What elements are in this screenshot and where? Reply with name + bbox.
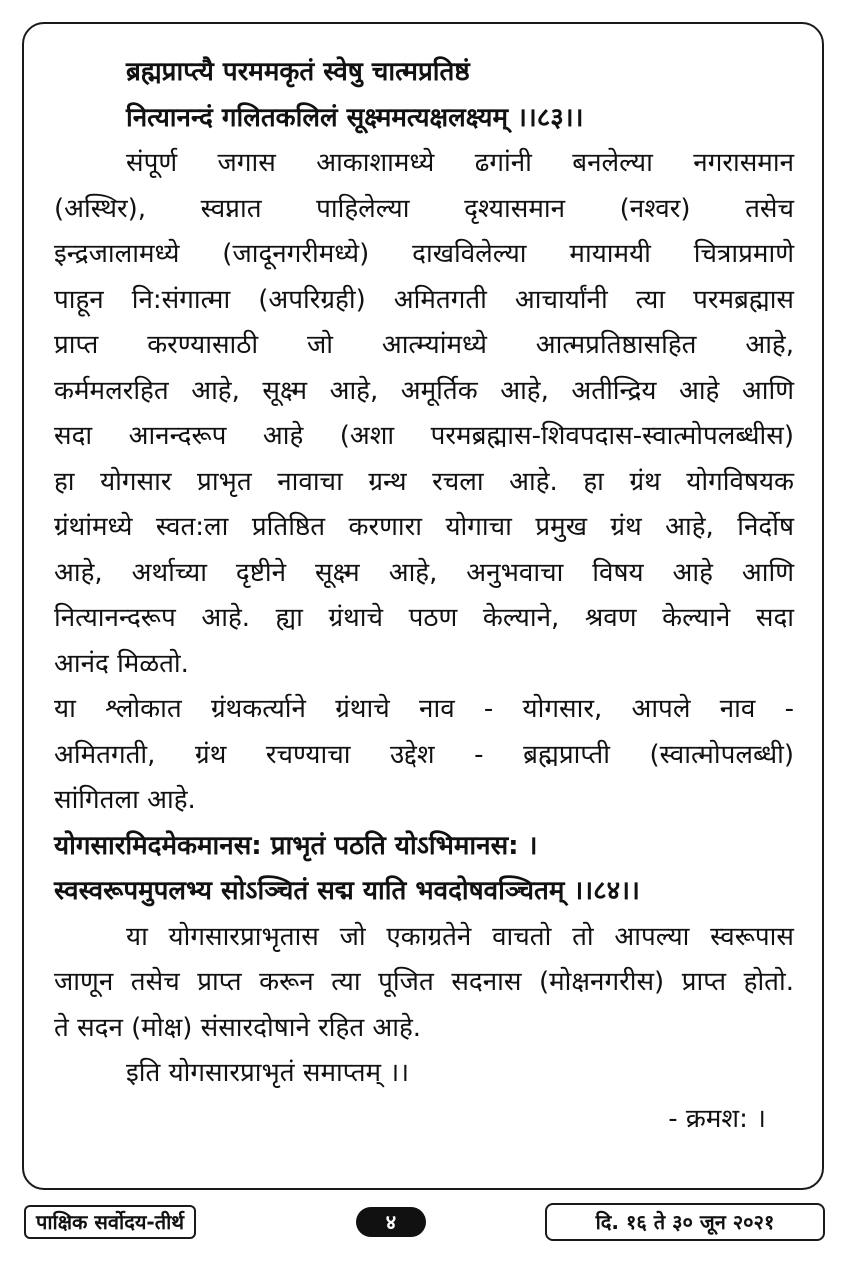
publication-name: पाक्षिक सर्वोदय-तीर्थ [24,1205,196,1239]
verse-83-line-2: नित्यानन्दं गलितकलिलं सूक्ष्ममत्यक्षलक्ष्यम् ।।८३।। [126,102,584,133]
paragraph-1-line: नित्यानन्दरूप आहे. ह्या ग्रंथाचे पठण केल्याने, श्रवण केल्याने सदा [54,603,794,633]
paragraph-3-line: जाणून तसेच प्राप्त करून त्या पूजित सदनास (मोक्षनगरीस) प्राप्त होतो. [54,967,794,997]
verse-83-line-1: ब्रह्मप्राप्त्यै परममकृतं स्वेषु चात्मप्रतिष्ठं [126,57,470,87]
issue-date: दि. १६ ते ३० जून २०२१ [545,1203,825,1241]
paragraph-1-line: (अस्थिर), स्वप्नात पाहिलेल्या दृश्यासमान (नश्वर) तसेच [54,193,794,224]
paragraph-2-line: या श्लोकात ग्रंथकर्त्याने ग्रंथाचे नाव - योगसार, आपले नाव - [54,694,794,724]
paragraph-1-line: सदा आनन्दरूप आहे (अशा परमब्रह्मास-शिवपदास-स्वात्मोपलब्धीस) [54,421,794,451]
paragraph-1-line: ग्रंथांमध्ये स्वत:ला प्रतिष्ठित करणारा योगाचा प्रमुख ग्रंथ आहे, निर्दोष [54,512,794,542]
article-body [54,50,794,1142]
paragraph-1-line: संपूर्ण जगास आकाशामध्ये ढगांनी बनलेल्या नगरासमान [126,148,794,178]
paragraph-1-line: आहे, अर्थाच्या दृष्टीने सूक्ष्म आहे, अनुभवाचा विषय आहे आणि [54,557,794,588]
closing-line: इति योगसारप्राभृतं समाप्तम् ।। [126,1058,410,1088]
verse-84-line-1: योगसारमिदमेकमानस: प्राभृतं पठति योऽभिमानस: । [54,830,538,861]
paragraph-1-line: इन्द्रजालामध्ये (जादूनगरीमध्ये) दाखविलेल्या मायामयी चित्राप्रमाणे [54,239,794,269]
verse-84-line-2: स्वस्वरूपमुपलभ्य सोऽञ्चितं सद्म याति भवदोषवञ्चितम् ।।८४।। [54,876,640,906]
paragraph-2-line: अमितगती, ग्रंथ रचण्याचा उद्देश - ब्रह्मप्राप्ती (स्वात्मोपलब्धी) [54,739,794,770]
paragraph-1-line: हा योगसार प्राभृत नावाचा ग्रन्थ रचला आहे. हा ग्रंथ योगविषयक [54,466,794,497]
continued-marker: - क्रमश: । [668,1103,766,1134]
paragraph-1-line: आनंद मिळतो. [54,648,189,679]
page-number: ४ [356,1207,426,1237]
paragraph-3-line: या योगसारप्राभृतास जो एकाग्रतेने वाचतो तो आपल्या स्वरूपास [126,921,794,952]
paragraph-3-line: ते सदन (मोक्ष) संसारदोषाने रहित आहे. [54,1012,422,1043]
paragraph-1-line: पाहून नि:संगात्मा (अपरिग्रही) अमितगती आचार्यांनी त्या परमब्रह्मास [54,284,794,315]
paragraph-1-line: कर्ममलरहित आहे, सूक्ष्म आहे, अमूर्तिक आहे, अतीन्द्रिय आहे आणि [54,375,794,406]
paragraph-1-line: प्राप्त करण्यासाठी जो आत्म्यांमध्ये आत्मप्रतिष्ठासहित आहे, [54,330,794,360]
paragraph-2-line: सांगितला आहे. [54,785,196,815]
